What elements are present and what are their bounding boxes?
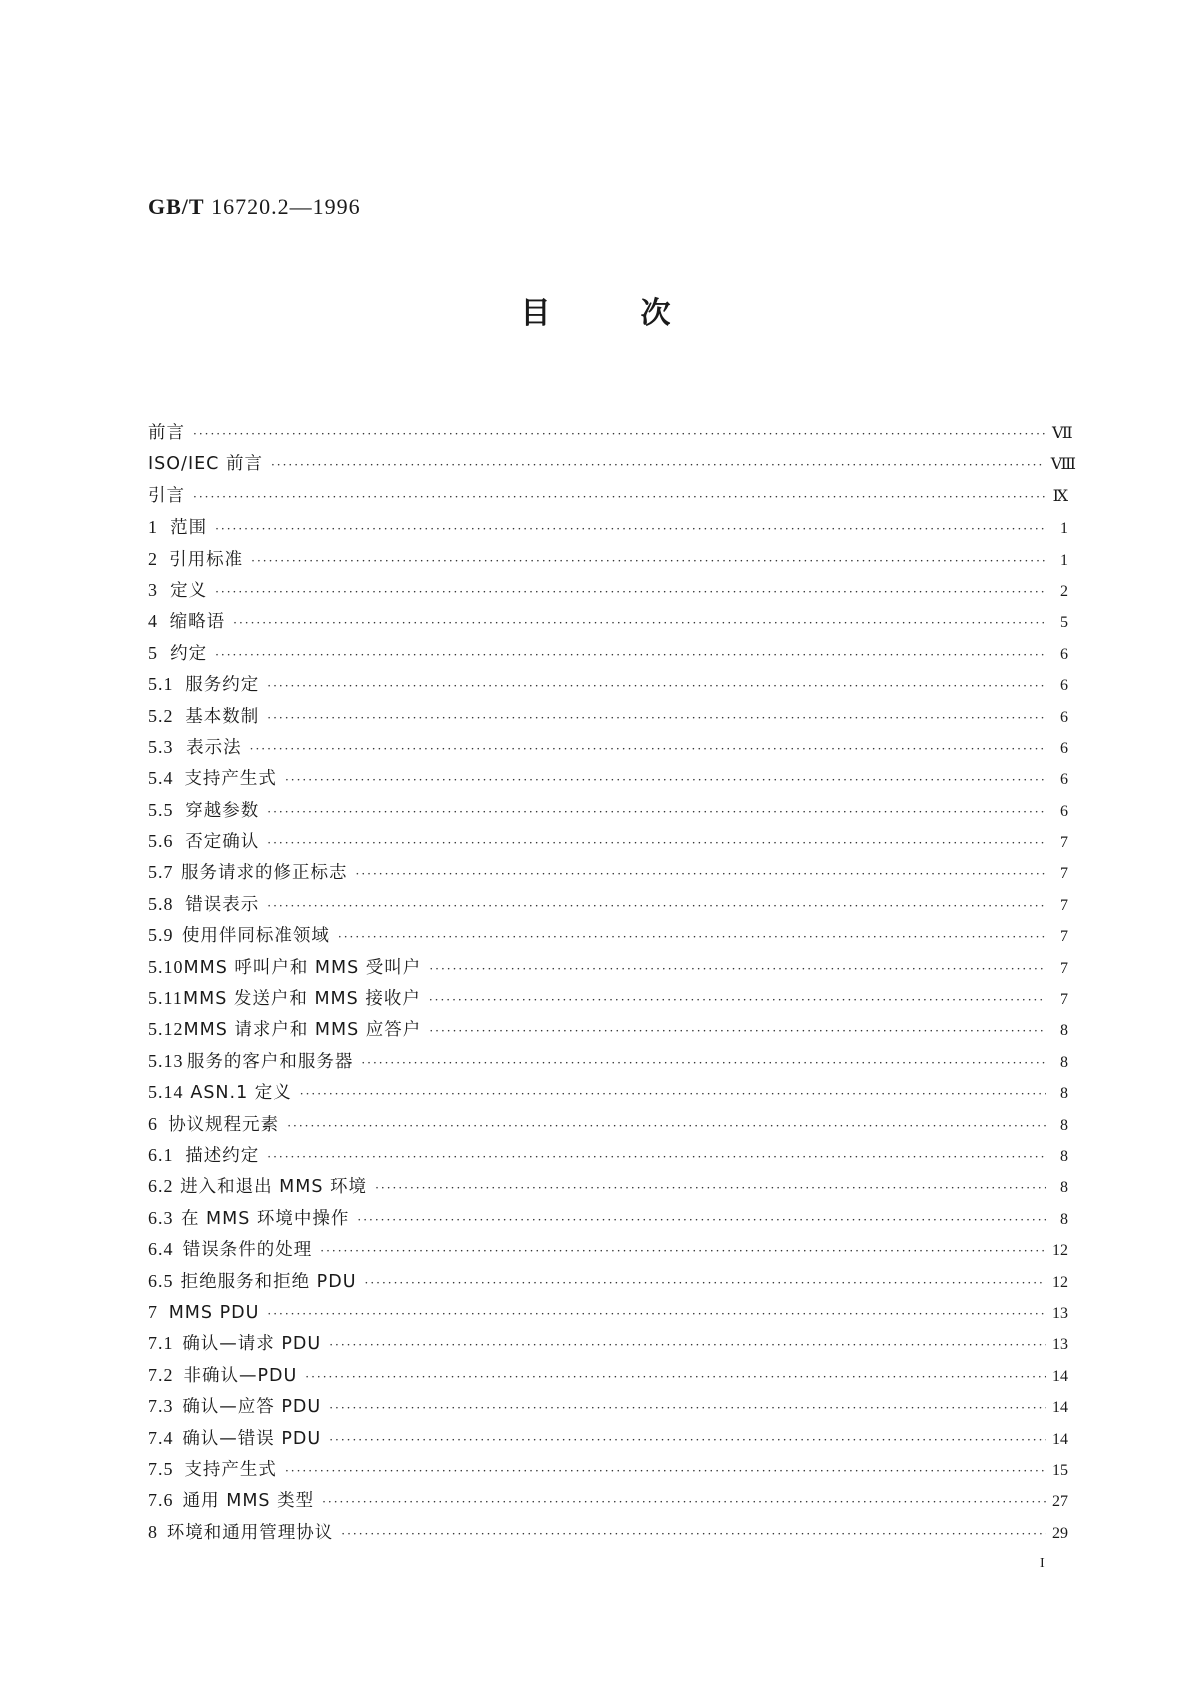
toc-leader-dots	[338, 922, 1046, 953]
standard-code	[148, 194, 361, 220]
toc-entry-page: 14	[1052, 1430, 1068, 1448]
toc-entry-number: 5.12	[148, 1019, 184, 1040]
toc-entry-title: 缩略语	[169, 612, 226, 633]
toc-entry-number: 6.4	[148, 1239, 174, 1260]
toc-leader-dots	[300, 1079, 1046, 1110]
toc-entry-title: 前言	[148, 423, 185, 443]
toc-entry-page: 2	[1060, 582, 1068, 600]
toc-entry[interactable]	[148, 449, 1076, 480]
toc-entry-number: 2	[148, 548, 158, 569]
toc-leader-dots	[193, 419, 1046, 450]
toc-entry[interactable]	[148, 826, 1068, 857]
page-title: 目次	[520, 296, 761, 331]
toc-entry-page: 7	[1060, 928, 1068, 946]
toc-entry-number: 7.6	[148, 1490, 174, 1511]
toc-entry-page: 8	[1060, 1053, 1068, 1071]
toc-entry[interactable]	[148, 1328, 1068, 1359]
toc-leader-dots	[429, 1016, 1046, 1047]
toc-entry-title: MMS 请求户和 MMS 应答户	[183, 1020, 422, 1041]
toc-leader-dots	[322, 1487, 1046, 1518]
standard-number: 16720.2—1996	[211, 194, 361, 219]
toc-entry-title: 错误表示	[185, 894, 260, 915]
toc-entry-number: 5.4	[148, 768, 174, 789]
toc-entry-title: 非确认—PDU	[183, 1365, 298, 1386]
toc-entry[interactable]	[148, 1360, 1068, 1391]
toc-entry-number: 7	[148, 1301, 158, 1322]
toc-leader-dots	[251, 546, 1046, 577]
toc-entry-number: 6.2	[148, 1176, 174, 1197]
standard-prefix: GB/T	[148, 194, 205, 219]
toc-leader-dots	[375, 1173, 1046, 1204]
toc-leader-dots	[356, 859, 1046, 890]
toc-leader-dots	[250, 734, 1046, 765]
toc-entry-number: 5.1	[148, 674, 174, 695]
toc-leader-dots	[357, 1205, 1046, 1236]
toc-entry-title: 描述约定	[185, 1145, 260, 1166]
page-number: I	[1040, 1556, 1045, 1571]
toc-entry-number: 7.3	[148, 1396, 174, 1417]
toc-entry-title: 环境和通用管理协议	[166, 1522, 334, 1543]
toc-entry[interactable]	[148, 669, 1068, 700]
toc-entry[interactable]	[148, 1077, 1068, 1108]
toc-entry-page: 7	[1060, 959, 1068, 977]
toc-entry[interactable]	[148, 1297, 1068, 1328]
toc-entry-page: 8	[1060, 1210, 1068, 1228]
toc-entry-number: 7.2	[148, 1364, 174, 1385]
toc-entry-title: 确认—错误 PDU	[182, 1428, 322, 1449]
toc-entry[interactable]	[148, 1203, 1068, 1234]
toc-entry-title: 约定	[170, 643, 208, 664]
toc-entry-number: 7.1	[148, 1333, 174, 1354]
toc-entry[interactable]	[148, 732, 1068, 763]
toc-entry[interactable]	[148, 983, 1068, 1014]
toc-entry-page: 8	[1060, 1085, 1068, 1103]
toc-leader-dots	[267, 891, 1046, 922]
toc-entry-title: MMS 发送户和 MMS 接收户	[183, 989, 421, 1010]
toc-entry[interactable]	[148, 1014, 1068, 1045]
toc-entry-number: 5.13	[148, 1050, 184, 1071]
toc-entry-title: 基本数制	[185, 706, 260, 727]
toc-entry[interactable]	[148, 606, 1068, 637]
toc-entry-title: 确认—应答 PDU	[182, 1397, 322, 1418]
toc-leader-dots	[267, 1299, 1046, 1330]
toc-entry-page: 12	[1052, 1273, 1068, 1291]
toc-entry-number: 6.3	[148, 1207, 174, 1228]
toc-entry-page: 15	[1052, 1461, 1068, 1479]
toc-entry[interactable]	[148, 857, 1068, 888]
toc-entry-page: 12	[1052, 1242, 1068, 1260]
toc-entry-title: 使用伴同标准领域	[181, 926, 330, 947]
toc-leader-dots	[267, 703, 1046, 734]
toc-entry-title: 服务约定	[185, 675, 260, 696]
toc-entry-number: 1	[148, 517, 158, 538]
toc-entry[interactable]	[148, 1391, 1068, 1422]
toc-entry-title: 在 MMS 环境中操作	[180, 1208, 350, 1229]
toc-entry-page: Ⅶ	[1052, 425, 1073, 442]
toc-entry-page: 6	[1060, 771, 1068, 789]
toc-entry-page: 5	[1060, 614, 1068, 632]
toc-entry[interactable]	[148, 1109, 1068, 1140]
toc-entry-title: 支持产生式	[184, 1459, 277, 1480]
toc-entry-page: 14	[1052, 1399, 1068, 1417]
toc-entry-title: 拒绝服务和拒绝 PDU	[180, 1271, 357, 1292]
toc-leader-dots	[215, 640, 1046, 671]
toc-leader-dots	[267, 797, 1046, 828]
toc-entry[interactable]	[148, 1234, 1068, 1265]
toc-entry-page: 6	[1060, 677, 1068, 695]
toc-entry-title: ASN.1 定义	[190, 1083, 292, 1104]
toc-entry[interactable]	[148, 920, 1068, 951]
toc-entry-page: 7	[1060, 991, 1068, 1009]
toc-entry-page: 13	[1052, 1336, 1068, 1354]
toc-entry-number: 5.8	[148, 893, 174, 914]
toc-leader-dots	[271, 450, 1045, 481]
toc-entry-number: 5.11	[148, 988, 183, 1009]
toc-entry-number: 8	[148, 1521, 158, 1542]
toc-entry[interactable]	[148, 1454, 1068, 1485]
toc-entry-page: 1	[1060, 551, 1068, 569]
toc-entry[interactable]	[148, 701, 1068, 732]
toc-entry-title: 定义	[170, 580, 208, 601]
toc-leader-dots	[287, 1111, 1046, 1142]
toc-entry-title: 协议规程元素	[168, 1114, 280, 1135]
toc-entry-title: MMS 呼叫户和 MMS 受叫户	[183, 957, 422, 978]
toc-entry-page: 1	[1060, 520, 1068, 538]
toc-entry-number: 5.7	[148, 862, 174, 883]
toc-entry-page: 6	[1060, 739, 1068, 757]
toc-entry[interactable]	[148, 575, 1068, 606]
toc-entry-title: ISO/IEC 前言	[148, 454, 263, 475]
toc-entry-number: 3	[148, 579, 158, 600]
toc-entry-page: 8	[1060, 1022, 1068, 1040]
toc-entry-page: 7	[1060, 865, 1068, 883]
table-of-contents	[148, 418, 1076, 1548]
toc-entry-number: 5.10	[148, 956, 184, 977]
toc-leader-dots	[215, 577, 1046, 608]
toc-leader-dots	[267, 1142, 1046, 1173]
toc-leader-dots	[365, 1268, 1046, 1299]
toc-entry-number: 5.5	[148, 799, 174, 820]
toc-entry-title: 通用 MMS 类型	[182, 1491, 315, 1512]
toc-entry[interactable]	[148, 795, 1068, 826]
toc-entry-number: 5.3	[148, 736, 174, 757]
toc-leader-dots	[233, 608, 1046, 639]
toc-entry-title: 确认—请求 PDU	[182, 1334, 322, 1355]
toc-entry[interactable]	[148, 1266, 1068, 1297]
toc-leader-dots	[267, 828, 1046, 859]
toc-entry-page: 6	[1060, 708, 1068, 726]
toc-entry-number: 4	[148, 611, 158, 632]
toc-entry-number: 5.14	[148, 1082, 184, 1103]
toc-leader-dots	[215, 514, 1046, 545]
toc-entry-title: 服务的客户和服务器	[186, 1051, 354, 1072]
toc-entry-number: 7.4	[148, 1427, 174, 1448]
toc-entry-number: 6	[148, 1113, 158, 1134]
toc-entry[interactable]	[148, 1171, 1068, 1202]
toc-entry-number: 5	[148, 642, 158, 663]
toc-entry-page: 7	[1060, 834, 1068, 852]
toc-entry[interactable]	[148, 1423, 1068, 1454]
toc-entry-title: 引言	[148, 485, 185, 506]
toc-entry-title: 引用标准	[169, 549, 244, 570]
toc-leader-dots	[267, 671, 1046, 702]
toc-entry-title: 进入和退出 MMS 环境	[180, 1177, 368, 1198]
toc-leader-dots	[429, 985, 1046, 1016]
toc-entry-page: Ⅸ	[1052, 487, 1068, 505]
toc-leader-dots	[341, 1519, 1046, 1550]
toc-leader-dots	[329, 1330, 1046, 1361]
toc-leader-dots	[193, 482, 1046, 513]
toc-entry-title: MMS PDU	[168, 1302, 260, 1323]
toc-entry-title: 服务请求的修正标志	[181, 863, 348, 884]
toc-entry-title: 错误条件的处理	[182, 1240, 313, 1261]
toc-entry-number: 7.5	[148, 1458, 174, 1479]
toc-entry-page: 14	[1052, 1367, 1068, 1385]
toc-entry[interactable]	[148, 1140, 1068, 1171]
toc-entry[interactable]	[148, 1517, 1068, 1548]
toc-entry[interactable]	[148, 512, 1068, 543]
toc-entry-title: 范围	[170, 518, 208, 539]
toc-entry[interactable]	[148, 1046, 1068, 1077]
toc-leader-dots	[305, 1362, 1046, 1393]
toc-leader-dots	[285, 765, 1046, 796]
toc-entry-page: Ⅷ	[1050, 456, 1076, 474]
toc-entry-page: 7	[1060, 896, 1068, 914]
toc-leader-dots	[320, 1236, 1046, 1267]
toc-entry-page: 8	[1060, 1147, 1068, 1165]
toc-entry-page: 13	[1052, 1304, 1068, 1322]
toc-entry-number: 6.1	[148, 1144, 174, 1165]
toc-entry-number: 5.9	[148, 925, 174, 946]
toc-entry[interactable]	[148, 1485, 1068, 1516]
toc-entry-number: 5.6	[148, 831, 174, 852]
toc-entry[interactable]	[148, 889, 1068, 920]
toc-leader-dots	[429, 954, 1046, 985]
toc-leader-dots	[361, 1048, 1046, 1079]
toc-entry[interactable]	[148, 638, 1068, 669]
toc-entry[interactable]	[148, 544, 1068, 575]
toc-entry-title: 否定确认	[185, 832, 260, 853]
toc-leader-dots	[329, 1393, 1046, 1424]
toc-entry-title: 表示法	[186, 737, 242, 758]
toc-entry-page: 8	[1060, 1116, 1068, 1134]
toc-entry[interactable]	[148, 418, 1073, 449]
toc-entry[interactable]	[148, 481, 1068, 512]
toc-entry-page: 8	[1060, 1179, 1068, 1197]
toc-entry-page: 27	[1052, 1493, 1068, 1511]
toc-leader-dots	[285, 1456, 1046, 1487]
toc-entry-title: 支持产生式	[184, 769, 277, 790]
toc-entry-number: 6.5	[148, 1270, 174, 1291]
toc-entry-page: 6	[1060, 802, 1068, 820]
toc-entry-page: 29	[1052, 1524, 1068, 1542]
toc-leader-dots	[329, 1425, 1046, 1456]
toc-entry-page: 6	[1060, 645, 1068, 663]
toc-entry[interactable]	[148, 952, 1068, 983]
toc-entry-title: 穿越参数	[185, 800, 260, 821]
toc-entry-number: 5.2	[148, 705, 174, 726]
toc-entry[interactable]	[148, 763, 1068, 794]
